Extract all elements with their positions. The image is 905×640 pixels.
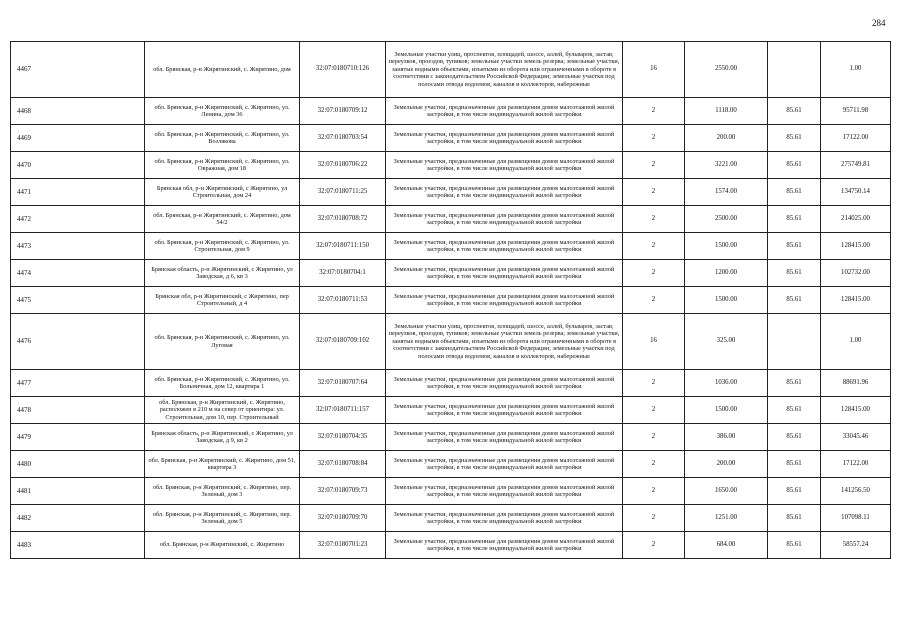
cadastral-value-cell: 95711.98 (821, 98, 891, 125)
rate-cell (768, 42, 821, 98)
use-code-cell: 2 (623, 260, 685, 287)
rate-cell: 85.61 (768, 397, 821, 424)
area-cell: 1500.00 (685, 233, 768, 260)
cadastral-number-cell: 32:07:0180710:126 (300, 42, 386, 98)
rate-cell: 85.61 (768, 505, 821, 532)
area-cell: 1574.00 (685, 179, 768, 206)
use-code-cell: 2 (623, 179, 685, 206)
cadastral-number-cell: 32:07:0180707:64 (300, 370, 386, 397)
rate-cell: 85.61 (768, 370, 821, 397)
address-cell: обл. Брянская, р-н Жирятинский, с. Жирятино, ул. Луговая (145, 314, 300, 370)
land-use-cell: Земельные участки, предназначенные для размещения домов малоэтажной жилой застройки, в том числе индивидуальной жилой застройки (386, 424, 623, 451)
use-code-cell: 2 (623, 287, 685, 314)
row-number-cell: 4472 (11, 206, 145, 233)
use-code-cell: 2 (623, 532, 685, 559)
use-code-cell: 2 (623, 370, 685, 397)
cadastral-number-cell: 32:07:0180704:35 (300, 424, 386, 451)
table-body (11, 42, 891, 559)
rate-cell: 85.61 (768, 206, 821, 233)
rate-cell: 85.61 (768, 125, 821, 152)
rate-cell: 85.61 (768, 532, 821, 559)
row-number-cell: 4468 (11, 98, 145, 125)
cadastral-number-cell: 32:07:0180708:72 (300, 206, 386, 233)
area-cell: 200.00 (685, 125, 768, 152)
rate-cell: 85.61 (768, 451, 821, 478)
land-use-cell: Земельные участки, предназначенные для размещения домов малоэтажной жилой застройки, в том числе индивидуальной жилой застройки (386, 179, 623, 206)
cadastral-value-cell: 1.00 (821, 42, 891, 98)
rate-cell: 85.61 (768, 287, 821, 314)
address-cell: обл. Брянская, р-н Жирятинский, с. Жирятино, пер. Зеленый, дом 3 (145, 478, 300, 505)
address-cell: обл. Брянская, р-н Жирятинский, с. Жирятино, ул. Строительная, дом 9 (145, 233, 300, 260)
cadastral-number-cell: 32:07:0180711:25 (300, 179, 386, 206)
land-use-cell: Земельные участки, предназначенные для размещения домов малоэтажной жилой застройки, в том числе индивидуальной жилой застройки (386, 98, 623, 125)
cadastral-value-cell: 141256.50 (821, 478, 891, 505)
address-cell: Брянская область, р-н Жирятинский, с Жирятино, ул Заводская, д 9, кв 2 (145, 424, 300, 451)
address-cell: обл. Брянская, р-н Жирятинский, с. Жирятино, дом (145, 42, 300, 98)
row-number-cell: 4481 (11, 478, 145, 505)
cadastral-value-cell: 134750.14 (821, 179, 891, 206)
use-code-cell: 2 (623, 233, 685, 260)
cadastral-value-cell: 88691.96 (821, 370, 891, 397)
rate-cell: 85.61 (768, 233, 821, 260)
area-cell: 2500.00 (685, 206, 768, 233)
land-use-cell: Земельные участки, предназначенные для размещения домов малоэтажной жилой застройки, в том числе индивидуальной жилой застройки (386, 152, 623, 179)
table-row (11, 179, 891, 206)
use-code-cell: 2 (623, 125, 685, 152)
area-cell: 684.00 (685, 532, 768, 559)
area-cell: 3221.00 (685, 152, 768, 179)
area-cell: 1500.00 (685, 287, 768, 314)
table-row (11, 505, 891, 532)
table-row (11, 42, 891, 98)
use-code-cell: 2 (623, 505, 685, 532)
land-use-cell: Земельные участки, предназначенные для размещения домов малоэтажной жилой застройки, в том числе индивидуальной жилой застройки (386, 370, 623, 397)
cadastral-number-cell: 32:07:0180703:54 (300, 125, 386, 152)
cadastral-number-cell: 32:07:0180711:53 (300, 287, 386, 314)
area-cell: 1200.00 (685, 260, 768, 287)
cadastral-number-cell: 32:07:0180709:102 (300, 314, 386, 370)
row-number-cell: 4475 (11, 287, 145, 314)
rate-cell (768, 314, 821, 370)
land-use-cell: Земельные участки, предназначенные для размещения домов малоэтажной жилой застройки, в том числе индивидуальной жилой застройки (386, 505, 623, 532)
land-use-cell: Земельные участки, предназначенные для размещения домов малоэтажной жилой застройки, в том числе индивидуальной жилой застройки (386, 233, 623, 260)
cadastral-number-cell: 32:07:0180709:70 (300, 505, 386, 532)
area-cell: 1036.00 (685, 370, 768, 397)
table-row (11, 314, 891, 370)
table-row (11, 370, 891, 397)
cadastral-number-cell: 32:07:0180711:150 (300, 233, 386, 260)
cadastral-value-cell: 214025.00 (821, 206, 891, 233)
address-cell: обл. Брянская, р-н Жирятинский, с. Жирятино, ул. Овражная, дом 18 (145, 152, 300, 179)
cadastral-value-cell: 102732.00 (821, 260, 891, 287)
cadastral-number-cell: 32:07:0180711:157 (300, 397, 386, 424)
land-use-cell: Земельные участки улиц, проспектов, площадей, шоссе, аллей, бульваров, застав, переулков, проездов, тупиков; земельные участки земель резерва; земельные участки, занятые водными объектами, изъятыми из оборота или ограниченными в обороте в соответствии с законодательством Российской Федерации; земельные участки под полосами отвода водоемов, каналов и коллекторов, набережные (386, 42, 623, 98)
address-cell: обл. Брянская, р-н Жирятинский, с. Жирятино, ул. Больничная, дом 12, квартира 1 (145, 370, 300, 397)
rate-cell: 85.61 (768, 98, 821, 125)
cadastral-value-cell: 128415.00 (821, 287, 891, 314)
land-use-cell: Земельные участки, предназначенные для размещения домов малоэтажной жилой застройки, в том числе индивидуальной жилой застройки (386, 260, 623, 287)
address-cell: обл. Брянская, р-н Жирятинский, с. Жирятино (145, 532, 300, 559)
land-use-cell: Земельные участки, предназначенные для размещения домов малоэтажной жилой застройки, в том числе индивидуальной жилой застройки (386, 478, 623, 505)
row-number-cell: 4476 (11, 314, 145, 370)
cadastral-number-cell: 32:07:0180709:73 (300, 478, 386, 505)
address-cell: обл. Брянская, р-н Жирятинский, с. Жирятино, дом 54/2 (145, 206, 300, 233)
cadastral-number-cell: 32:07:0180701:23 (300, 532, 386, 559)
row-number-cell: 4467 (11, 42, 145, 98)
area-cell: 1251.00 (685, 505, 768, 532)
area-cell: 386.00 (685, 424, 768, 451)
use-code-cell: 16 (623, 314, 685, 370)
use-code-cell: 2 (623, 98, 685, 125)
area-cell: 1500.00 (685, 397, 768, 424)
address-cell: Брянская обл, р-н Жирятинский, с Жирятино, ул Строительная, дом 24 (145, 179, 300, 206)
table-row (11, 206, 891, 233)
cadastral-value-cell: 107098.11 (821, 505, 891, 532)
cadastral-number-cell: 32:07:0180706:22 (300, 152, 386, 179)
page-number: 284 (872, 18, 886, 28)
cadastral-number-cell: 32:07:0180709:12 (300, 98, 386, 125)
cadastral-number-cell: 32:07:0180708:84 (300, 451, 386, 478)
table-row (11, 260, 891, 287)
cadastral-value-cell: 17122.00 (821, 451, 891, 478)
cadastral-value-cell: 33045.46 (821, 424, 891, 451)
address-cell: Брянская область, р-н Жирятинский, с Жирятино, ул Заводская, д 6, кв 3 (145, 260, 300, 287)
use-code-cell: 2 (623, 397, 685, 424)
cadastral-value-cell: 17122.00 (821, 125, 891, 152)
land-use-cell: Земельные участки, предназначенные для размещения домов малоэтажной жилой застройки, в том числе индивидуальной жилой застройки (386, 397, 623, 424)
area-cell: 200.00 (685, 451, 768, 478)
table-row (11, 233, 891, 260)
address-cell: обл. Брянская, р-н Жирятинский, с. Жирятино, расположен в 210 м на север от ориентира: ул. Строительная, дом 10, пер. Строительный (145, 397, 300, 424)
row-number-cell: 4471 (11, 179, 145, 206)
land-use-cell: Земельные участки улиц, проспектов, площадей, шоссе, аллей, бульваров, застав, переулков, проездов, тупиков; земельные участки земель резерва; земельные участки, занятые водными объектами, изъятыми из оборота или ограниченными в обороте в соответствии с законодательством Российской Федерации; земельные участки под полосами отвода водоемов, каналов и коллекторов, набережные (386, 314, 623, 370)
use-code-cell: 2 (623, 424, 685, 451)
address-cell: обл. Брянская, р-н Жирятинский, с. Жирятино, ул. Ленина, дом 36 (145, 98, 300, 125)
land-use-cell: Земельные участки, предназначенные для размещения домов малоэтажной жилой застройки, в том числе индивидуальной жилой застройки (386, 125, 623, 152)
row-number-cell: 4470 (11, 152, 145, 179)
land-use-cell: Земельные участки, предназначенные для размещения домов малоэтажной жилой застройки, в том числе индивидуальной жилой застройки (386, 206, 623, 233)
cadastral-value-cell: 128415.00 (821, 397, 891, 424)
table-row (11, 125, 891, 152)
cadastral-number-cell: 32:07:0180704:1 (300, 260, 386, 287)
rate-cell: 85.61 (768, 478, 821, 505)
row-number-cell: 4479 (11, 424, 145, 451)
table-row (11, 397, 891, 424)
cadastral-value-cell: 128415.00 (821, 233, 891, 260)
use-code-cell: 16 (623, 42, 685, 98)
address-cell: Брянская обл, р-н Жирятинский, с Жирятино, пер Строительный, д 4 (145, 287, 300, 314)
row-number-cell: 4474 (11, 260, 145, 287)
table-row (11, 478, 891, 505)
row-number-cell: 4480 (11, 451, 145, 478)
land-use-cell: Земельные участки, предназначенные для размещения домов малоэтажной жилой застройки, в том числе индивидуальной жилой застройки (386, 287, 623, 314)
area-cell: 325.00 (685, 314, 768, 370)
row-number-cell: 4478 (11, 397, 145, 424)
row-number-cell: 4469 (11, 125, 145, 152)
address-cell: обл. Брянская, р-н Жирятинский, с. Жирятино, ул. Возлякова (145, 125, 300, 152)
table-row (11, 98, 891, 125)
table-row (11, 287, 891, 314)
use-code-cell: 2 (623, 478, 685, 505)
row-number-cell: 4477 (11, 370, 145, 397)
cadastral-value-cell: 1.00 (821, 314, 891, 370)
address-cell: обл. Брянская, р-н Жирятинский, с. Жирятино, пер. Зеленый, дом 5 (145, 505, 300, 532)
land-use-cell: Земельные участки, предназначенные для размещения домов малоэтажной жилой застройки, в том числе индивидуальной жилой застройки (386, 451, 623, 478)
land-use-cell: Земельные участки, предназначенные для размещения домов малоэтажной жилой застройки, в том числе индивидуальной жилой застройки (386, 532, 623, 559)
rate-cell: 85.61 (768, 424, 821, 451)
land-plots-table (10, 41, 891, 559)
row-number-cell: 4483 (11, 532, 145, 559)
use-code-cell: 2 (623, 206, 685, 233)
cadastral-value-cell: 275749.81 (821, 152, 891, 179)
rate-cell: 85.61 (768, 179, 821, 206)
area-cell: 2550.00 (685, 42, 768, 98)
rate-cell: 85.61 (768, 260, 821, 287)
row-number-cell: 4473 (11, 233, 145, 260)
table-row (11, 424, 891, 451)
table-row (11, 152, 891, 179)
row-number-cell: 4482 (11, 505, 145, 532)
use-code-cell: 2 (623, 152, 685, 179)
cadastral-value-cell: 58557.24 (821, 532, 891, 559)
table-row (11, 532, 891, 559)
address-cell: обл. Брянская, р-н Жирятинский, с. Жирятино, дом 51, квартира 3 (145, 451, 300, 478)
table-row (11, 451, 891, 478)
use-code-cell: 2 (623, 451, 685, 478)
rate-cell: 85.61 (768, 152, 821, 179)
area-cell: 1118.00 (685, 98, 768, 125)
area-cell: 1650.00 (685, 478, 768, 505)
